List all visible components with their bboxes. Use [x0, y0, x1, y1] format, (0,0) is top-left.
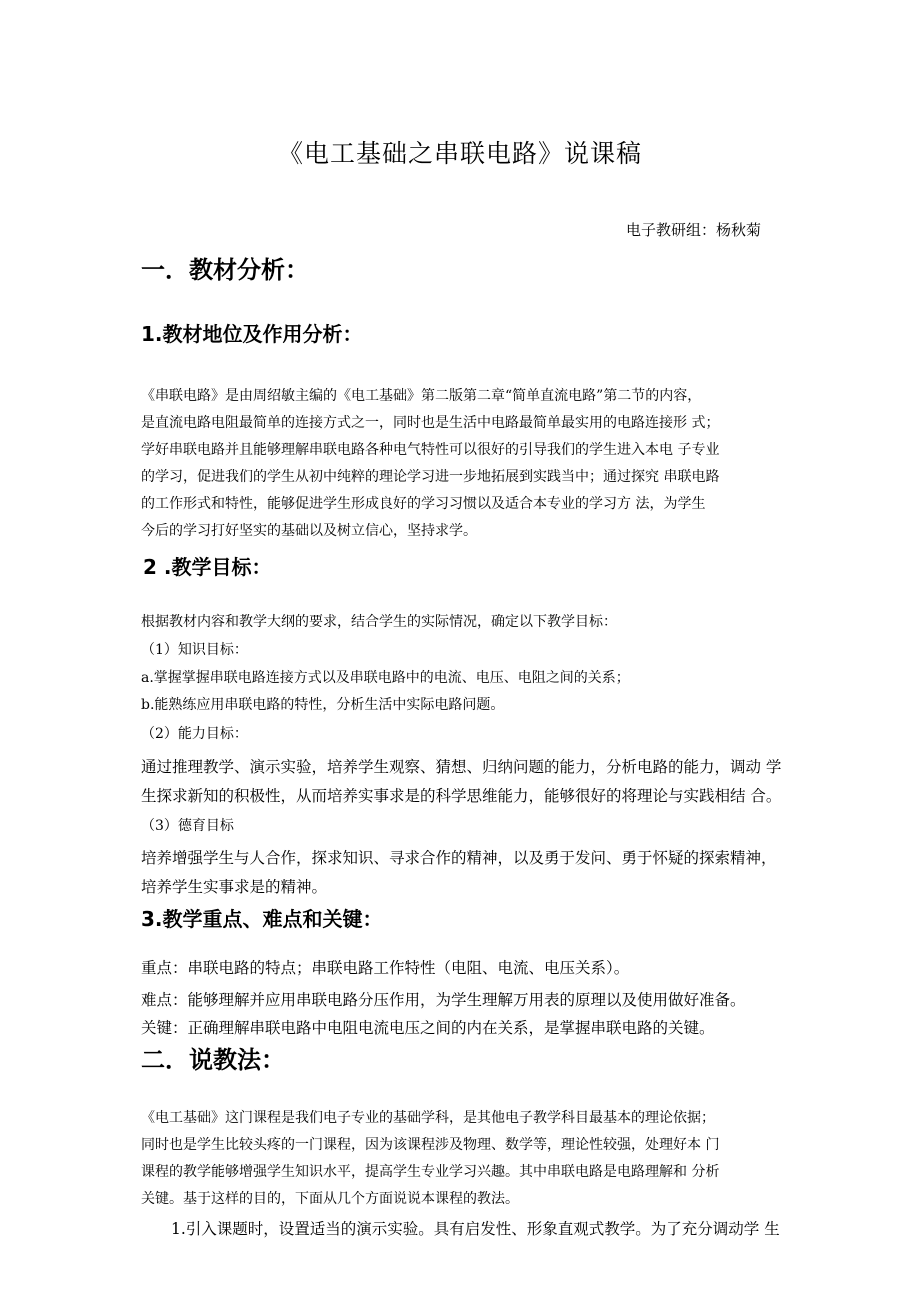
- goal-1-a: a.掌握掌握串联电路连接方式以及串联电路中的电流、电压、电阻之间的关系；: [141, 670, 630, 686]
- section-1-2-heading: 2 .教学目标：: [143, 555, 272, 579]
- list-item: 1.引入课题时，设置适当的演示实验。具有启发性、形象直观式教学。为了充分调动学 生: [171, 1220, 780, 1238]
- section-1-heading: 一．教材分析：: [141, 256, 309, 284]
- paragraph-line: 的学习，促进我们的学生从初中纯粹的理论学习进一步地拓展到实践当中；通过探究 串联电路: [141, 469, 720, 485]
- paragraph-line: 学好串联电路并且能够理解串联电路各种电气特性可以很好的引导我们的学生进入本电 子专业: [141, 442, 720, 458]
- key: 关键：正确理解串联电路中电阻电流电压之间的内在关系，是掌握串联电路的关键。: [141, 1019, 715, 1037]
- goal-2-text: 通过推理教学、演示实验，培养学生观察、猜想、归纳问题的能力，分析电路的能力，调动 学: [141, 758, 782, 776]
- section-2-heading: 二．说教法：: [141, 1046, 285, 1074]
- paragraph-line: 的工作形式和特性，能够促进学生形成良好的学习习惯以及适合本专业的学习方 法，为学生: [141, 496, 706, 512]
- paragraph-line: 《电工基础》这门课程是我们电子专业的基础学科，是其他电子教学科目最基本的理论依据；: [141, 1110, 715, 1126]
- goal-1-b: b.能熟练应用串联电路的特性，分析生活中实际电路问题。: [141, 697, 505, 713]
- goals-intro: 根据教材内容和教学大纲的要求，结合学生的实际情况，确定以下教学目标：: [141, 614, 617, 630]
- paragraph-line: 《串联电路》是由周绍敏主编的《电工基础》第二版第二章“简单直流电路”第二节的内容，: [141, 388, 702, 404]
- page-title: 《电工基础之串联电路》说课稿: [277, 139, 642, 168]
- goal-3-text: 培养增强学生与人合作，探求知识、寻求合作的精神，以及勇于发问、勇于怀疑的探索精神，: [141, 849, 777, 867]
- goal-2-label: （2）能力目标：: [141, 726, 248, 742]
- goal-3-text: 培养学生实事求是的精神。: [141, 878, 328, 896]
- difficulty: 难点：能够理解并应用串联电路分压作用，为学生理解万用表的原理以及使用做好准备。: [141, 991, 746, 1009]
- goal-2-text: 生探求新知的积极性，从而培养实事求是的科学思维能力，能够很好的将理论与实践相结 合。: [141, 787, 782, 805]
- section-1-1-heading: 1.教材地位及作用分析：: [141, 322, 363, 346]
- section-1-3-heading: 3.教学重点、难点和关键：: [141, 907, 383, 931]
- paragraph-line: 同时也是学生比较头疼的一门课程，因为该课程涉及物理、数学等，理论性较强，处理好本 门: [141, 1137, 720, 1153]
- paragraph-line: 今后的学习打好坚实的基础以及树立信心，坚持求学。: [141, 523, 477, 539]
- goal-3-label: （3）德育目标: [141, 818, 234, 834]
- key-point: 重点：串联电路的特点；串联电路工作特性（电阻、电流、电压关系）。: [141, 959, 630, 977]
- goal-1-label: （1）知识目标：: [141, 642, 248, 658]
- author-line: 电子教研组：杨秋菊: [626, 221, 762, 239]
- paragraph-line: 关键。基于这样的目的，下面从几个方面说说本课程的教法。: [141, 1191, 519, 1207]
- paragraph-line: 课程的教学能够增强学生知识水平，提高学生专业学习兴趣。其中串联电路是电路理解和 分析: [141, 1164, 720, 1180]
- paragraph-line: 是直流电路电阻最简单的连接方式之一，同时也是生活中电路最简单最实用的电路连接形 式；: [141, 415, 720, 431]
